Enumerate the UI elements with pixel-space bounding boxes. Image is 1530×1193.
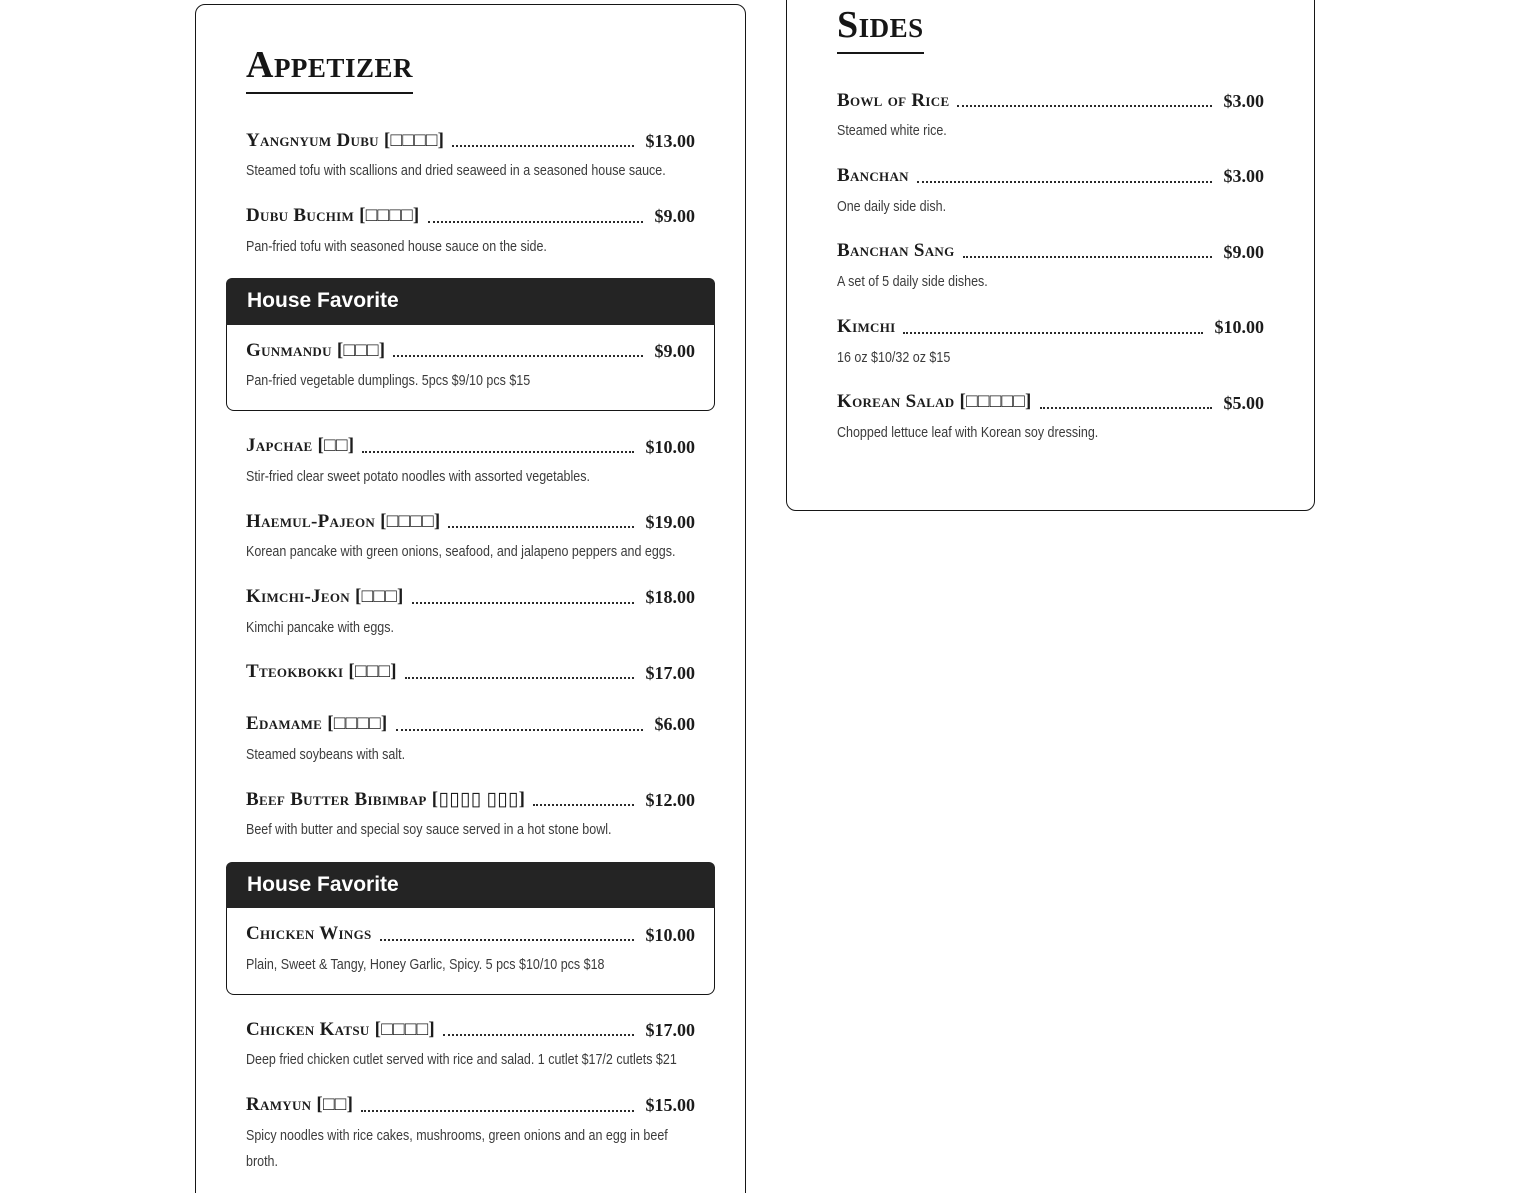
item-description: Korean pancake with green onions, seafood, and jalapeno peppers and eggs. xyxy=(246,543,676,561)
menu-item xyxy=(246,128,695,184)
item-name: Kimchi xyxy=(837,315,896,337)
item-description: Beef with butter and special soy sauce served in a hot stone bowl. xyxy=(246,821,612,839)
menu-item xyxy=(246,584,695,640)
item-description: Steamed tofu with scallions and dried seaweed in a seasoned house sauce. xyxy=(246,162,666,180)
item-row xyxy=(246,711,695,737)
item-name: Edamame [□□□□] xyxy=(246,713,388,735)
menu-item xyxy=(837,389,1264,445)
item-price: $17.00 xyxy=(645,1020,695,1041)
item-description: Plain, Sweet & Tangy, Honey Garlic, Spicy. 5 pcs $10/10 pcs $18 xyxy=(246,955,605,973)
menu-item xyxy=(246,338,695,394)
menu-item xyxy=(246,787,695,843)
item-row xyxy=(246,338,695,364)
item-name: Dubu Buchim [□□□□] xyxy=(246,205,420,227)
menu-item xyxy=(246,659,695,685)
featured-group xyxy=(226,278,715,411)
sides-item-list xyxy=(837,88,1264,446)
menu-item xyxy=(246,203,695,259)
item-row xyxy=(246,787,695,813)
dotted-leader xyxy=(428,221,643,223)
item-row xyxy=(246,584,695,610)
featured-box xyxy=(226,325,715,411)
menu-item xyxy=(837,163,1264,219)
appetizer-title-text: Appetizer xyxy=(246,43,413,94)
item-name: Korean Salad [□□□□□] xyxy=(837,391,1032,413)
item-price: $5.00 xyxy=(1223,392,1264,413)
item-description: Spicy noodles with rice cakes, mushrooms, green onions and an egg in beef broth. xyxy=(246,1126,668,1170)
item-description: Deep fried chicken cutlet served with rice and salad. 1 cutlet $17/2 cutlets $21 xyxy=(246,1051,677,1069)
item-row xyxy=(246,433,695,459)
item-price: $19.00 xyxy=(645,511,695,532)
item-name: Haemul-Pajeon [□□□□] xyxy=(246,510,441,532)
dotted-leader xyxy=(963,256,1212,258)
item-price: $9.00 xyxy=(654,341,695,362)
item-row xyxy=(837,389,1264,415)
item-row xyxy=(246,128,695,154)
menu-item xyxy=(246,1017,695,1073)
dotted-leader xyxy=(917,181,1212,183)
item-name: Banchan Sang xyxy=(837,240,955,262)
dotted-leader xyxy=(412,602,634,604)
appetizer-card xyxy=(195,4,746,1193)
dotted-leader xyxy=(396,729,643,731)
item-price: $15.00 xyxy=(645,1095,695,1116)
item-description: Stir-fried clear sweet potato noodles with assorted vegetables. xyxy=(246,467,590,485)
item-name: Beef Butter Bibimbap [▯▯▯▯ ▯▯▯] xyxy=(246,788,526,810)
item-price: $17.00 xyxy=(645,662,695,683)
item-name: Bowl of Rice xyxy=(837,89,950,111)
dotted-leader xyxy=(1040,407,1212,409)
item-description: Kimchi pancake with eggs. xyxy=(246,618,394,636)
item-description: Chopped lettuce leaf with Korean soy dressing. xyxy=(837,423,1099,441)
item-row xyxy=(246,659,695,685)
house-favorite-banner: House Favorite xyxy=(226,278,715,324)
menu-item xyxy=(246,433,695,489)
featured-box xyxy=(226,908,715,994)
item-price: $3.00 xyxy=(1223,166,1264,187)
item-name: Chicken Wings xyxy=(246,923,372,945)
sides-card xyxy=(786,0,1315,511)
dotted-leader xyxy=(361,1110,633,1112)
item-description: Pan-fried tofu with seasoned house sauce on the side. xyxy=(246,237,547,255)
item-price: $13.00 xyxy=(645,130,695,151)
item-description: A set of 5 daily side dishes. xyxy=(837,273,988,291)
appetizer-section-title xyxy=(246,43,695,94)
item-row xyxy=(246,203,695,229)
item-row xyxy=(246,921,695,947)
item-row xyxy=(246,509,695,535)
dotted-leader xyxy=(903,332,1202,334)
menu-item xyxy=(837,88,1264,144)
item-description: Pan-fried vegetable dumplings. 5pcs $9/10 pcs $15 xyxy=(246,372,531,390)
item-description: Steamed soybeans with salt. xyxy=(246,745,406,763)
dotted-leader xyxy=(957,105,1211,107)
dotted-leader xyxy=(362,451,633,453)
dotted-leader xyxy=(380,939,634,941)
item-price: $18.00 xyxy=(645,587,695,608)
item-row xyxy=(837,238,1264,264)
item-name: Banchan xyxy=(837,165,909,187)
dotted-leader xyxy=(443,1034,633,1036)
featured-group xyxy=(226,862,715,995)
item-price: $6.00 xyxy=(654,714,695,735)
item-price: $10.00 xyxy=(645,924,695,945)
item-name: Gunmandu [□□□] xyxy=(246,339,386,361)
dotted-leader xyxy=(448,526,633,528)
dotted-leader xyxy=(393,355,642,357)
menu-item xyxy=(246,1092,695,1174)
item-price: $10.00 xyxy=(1214,317,1264,338)
appetizer-item-list xyxy=(246,128,695,1175)
menu-item xyxy=(246,711,695,767)
item-row xyxy=(837,314,1264,340)
item-row xyxy=(837,88,1264,114)
dotted-leader xyxy=(452,145,633,147)
item-price: $12.00 xyxy=(645,789,695,810)
item-description: One daily side dish. xyxy=(837,197,947,215)
item-name: Yangnyum Dubu [□□□□] xyxy=(246,129,445,151)
item-price: $10.00 xyxy=(645,436,695,457)
item-name: Ramyun [□□] xyxy=(246,1094,354,1116)
item-name: Chicken Katsu [□□□□] xyxy=(246,1018,436,1040)
menu-item xyxy=(246,921,695,977)
dotted-leader xyxy=(533,804,633,806)
item-description: 16 oz $10/32 oz $15 xyxy=(837,348,951,366)
item-name: Japchae [□□] xyxy=(246,435,355,457)
item-row xyxy=(246,1092,695,1118)
sides-title-text: Sides xyxy=(837,3,924,54)
menu-item xyxy=(246,509,695,565)
item-row xyxy=(246,1017,695,1043)
item-price: $9.00 xyxy=(654,206,695,227)
item-price: $3.00 xyxy=(1223,90,1264,111)
item-price: $9.00 xyxy=(1223,241,1264,262)
item-description: Steamed white rice. xyxy=(837,122,947,140)
item-row xyxy=(837,163,1264,189)
sides-section-title xyxy=(837,3,1264,54)
item-name: Tteokbokki [□□□] xyxy=(246,661,397,683)
menu-item xyxy=(837,314,1264,370)
menu-item xyxy=(837,238,1264,294)
house-favorite-banner: House Favorite xyxy=(226,862,715,908)
dotted-leader xyxy=(405,677,634,679)
item-name: Kimchi-Jeon [□□□] xyxy=(246,586,404,608)
